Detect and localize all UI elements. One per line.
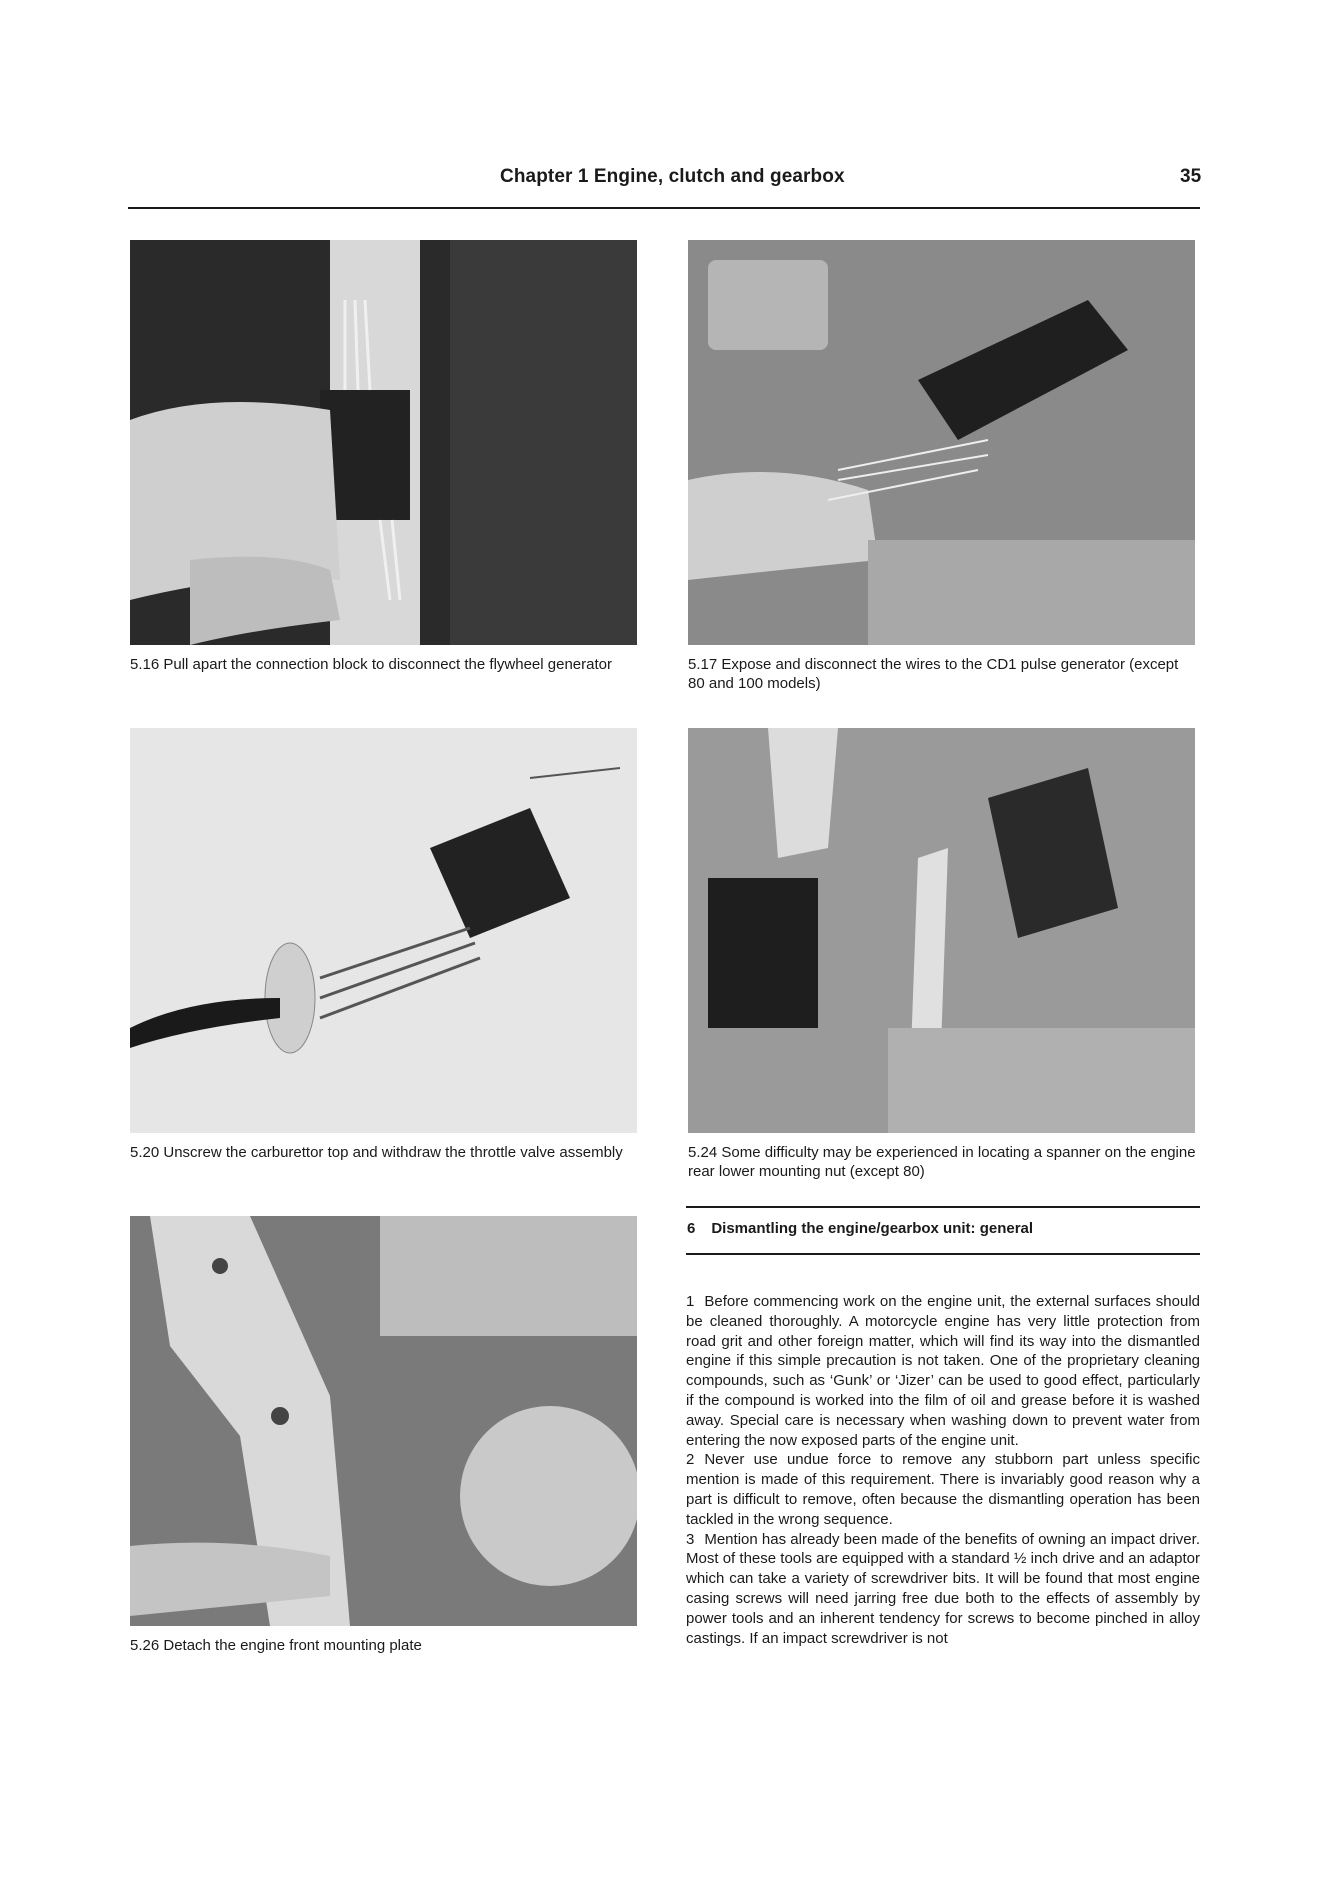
chapter-title: Chapter 1 Engine, clutch and gearbox <box>500 166 845 187</box>
paragraph <box>686 1530 1200 1649</box>
paragraph-number: 2 <box>686 1451 695 1469</box>
section-number: 6 <box>687 1220 696 1237</box>
paragraph-text: Never use undue force to remove any stubborn part unless specific mention is made of this requirement. There is invariably good reason why a part is difficult to remove, often because the dismantling operation has been tackled in the wrong sequence. <box>686 1451 1200 1528</box>
photo-5-26 <box>130 1216 637 1626</box>
paragraph <box>686 1450 1200 1529</box>
section-heading <box>687 1220 1033 1237</box>
photo-5-20 <box>130 728 637 1133</box>
header-rule <box>128 207 1200 209</box>
paragraph <box>686 1292 1200 1450</box>
paragraph-number: 3 <box>686 1530 695 1548</box>
caption-5-20: 5.20 Unscrew the carburettor top and withdraw the throttle valve assembly <box>130 1144 623 1161</box>
photo-5-16 <box>130 240 637 645</box>
paragraph-text: Mention has already been made of the benefits of owning an impact driver. Most of these tools are equipped with a standard ½ inch drive and an adaptor which can take a variety of screwdriver bits. It will be found that most engine casing screws will need jarring free due both to the effects of assembly by power tools and an inherent tendency for screws to become pinched in alloy castings. If an impact screwdriver is not <box>686 1530 1200 1647</box>
caption-5-24: 5.24 Some difficulty may be experienced in locating a spanner on the engine rear lower mounting nut (except 80) <box>688 1144 1196 1180</box>
caption-5-16: 5.16 Pull apart the connection block to disconnect the flywheel generator <box>130 656 612 673</box>
section-rule-top <box>686 1206 1200 1208</box>
paragraph-number: 1 <box>686 1293 695 1310</box>
caption-5-26: 5.26 Detach the engine front mounting plate <box>130 1637 422 1654</box>
page-number: 35 <box>1180 166 1202 187</box>
section-rule-bottom <box>686 1253 1200 1255</box>
caption-5-17: 5.17 Expose and disconnect the wires to the CD1 pulse generator (except 80 and 100 models) <box>688 656 1179 692</box>
section-title: Dismantling the engine/gearbox unit: general <box>711 1220 1034 1237</box>
body-text <box>686 1292 1200 1648</box>
photo-5-24 <box>688 728 1195 1133</box>
photo-5-17 <box>688 240 1195 645</box>
paragraph-text: Before commencing work on the engine unit, the external surfaces should be cleaned thoroughly. A motorcycle engine has very little protection from road grit and other foreign matter, which will find its way into the dismantled engine if this simple precaution is not taken. One of the proprietary cleaning compounds, such as ‘Gunk’ or ‘Jizer’ can be used to good effect, particularly if the compound is worked into the film of oil and grease before it is washed away. Special care is necessary when washing down to prevent water from entering the now exposed parts of the engine unit. <box>686 1293 1200 1449</box>
